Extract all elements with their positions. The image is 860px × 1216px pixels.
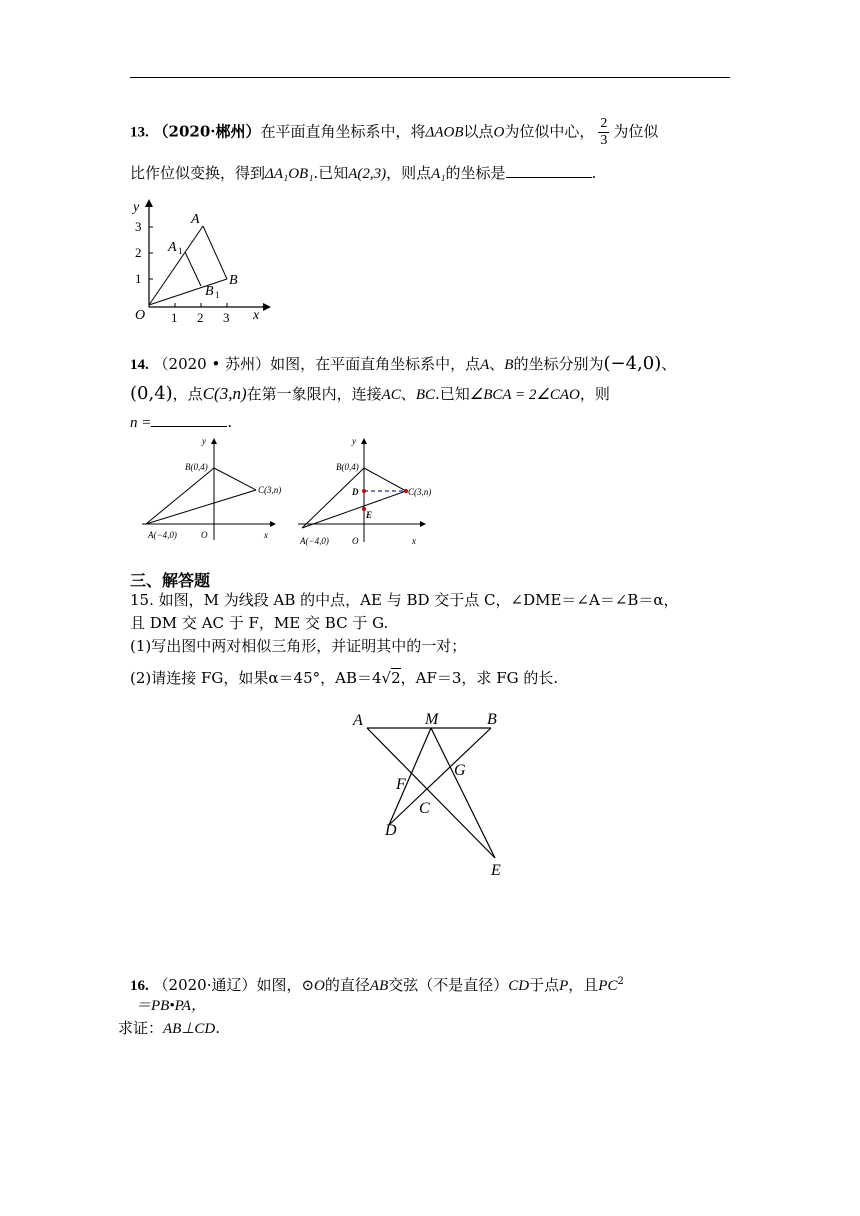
svg-text:B(0,4): B(0,4) [336, 462, 359, 472]
svg-text:y: y [352, 436, 356, 446]
q15-line1: 15. 如图，M 为线段 AB 的中点，AE 与 BD 交于点 C，∠DME＝∠A＝∠B＝α， [130, 591, 679, 609]
svg-text:A: A [353, 712, 363, 729]
svg-text:C: C [419, 800, 430, 817]
svg-text:x: x [253, 308, 260, 323]
svg-text:D: D [385, 822, 397, 839]
q13-figure [125, 195, 275, 325]
svg-text:O: O [352, 536, 359, 546]
svg-text:x: x [412, 536, 416, 546]
svg-text:O: O [135, 308, 146, 323]
svg-text:1: 1 [178, 246, 183, 256]
ratio-fraction: $\frac{2}{3}$ [600, 116, 608, 148]
svg-text:2: 2 [197, 310, 204, 325]
svg-text:B: B [229, 273, 238, 288]
svg-text:y: y [202, 436, 206, 446]
svg-text:E: E [491, 862, 501, 879]
q14-figure-1 [140, 432, 282, 544]
svg-text:A(−4,0): A(−4,0) [148, 530, 177, 540]
q15-line3: (1)写出图中两对相似三角形，并证明其中的一对； [130, 637, 467, 655]
svg-text:D: D [352, 487, 359, 497]
svg-text:A: A [168, 240, 177, 255]
q15-line2: 且 DM 交 AC 于 F，ME 交 BC 于 G. [130, 614, 389, 632]
svg-text:1: 1 [171, 310, 178, 325]
svg-text:A: A [191, 212, 200, 227]
svg-text:3: 3 [223, 310, 230, 325]
q16-line1: 16. （2020·通辽）如图，⊙O的直径AB交弦（不是直径）CD于点P，且$PC^2$ [130, 976, 624, 994]
q13-line2: 比作位似变换，得到ΔA₁OB₁.已知A(2,3)，则点A₁的坐标是 . [130, 164, 597, 182]
section-title: 三、解答题 [130, 571, 211, 590]
svg-text:B: B [487, 711, 497, 728]
svg-text:G: G [454, 762, 466, 779]
svg-text:E: E [366, 510, 373, 520]
q14-line3: n = . [130, 413, 233, 431]
q15-line4: (2)请连接 FG，如果α＝45°，AB＝4√2，AF＝3，求 FG 的长. [130, 669, 559, 687]
svg-text:3: 3 [135, 219, 142, 234]
svg-text:y: y [133, 200, 140, 215]
svg-text:C(3,n): C(3,n) [408, 487, 432, 497]
header-rule [130, 77, 730, 78]
svg-text:2: 2 [135, 245, 142, 260]
q16-line3: 求证：AB⊥CD. [118, 1019, 221, 1037]
q13-line1: 13. （2020·郴州）在平面直角坐标系中，将ΔAOB以点O为位似中心， $\frac{2}{3}$ 为位似 [130, 116, 659, 148]
svg-text:1: 1 [135, 271, 142, 286]
q15-figure [345, 705, 520, 885]
svg-text:C(3,n): C(3,n) [258, 485, 282, 495]
svg-text:A(−4,0): A(−4,0) [300, 536, 329, 546]
q14-line2: (0,4)，点C(3,n)在第一象限内，连接AC、BC.已知∠BCA = 2∠CAO，则 [130, 383, 610, 404]
svg-text:F: F [396, 776, 406, 793]
answer-blank-q14 [151, 412, 227, 427]
answer-blank-q13 [506, 163, 592, 178]
svg-text:M: M [425, 711, 439, 728]
sqrt-symbol: √ [381, 669, 392, 687]
svg-text:x: x [264, 530, 268, 540]
svg-text:1: 1 [215, 290, 220, 300]
svg-text:B: B [205, 284, 214, 299]
svg-text:B(0,4): B(0,4) [185, 462, 208, 472]
q14-figure-2 [296, 432, 438, 548]
q14-line1: 14. （2020 • 苏州）如图，在平面直角坐标系中，点A、B的坐标分别为(−4,0)、 [130, 353, 677, 374]
q16-line2: ＝PB•PA， [136, 998, 206, 1014]
svg-text:O: O [201, 530, 208, 540]
